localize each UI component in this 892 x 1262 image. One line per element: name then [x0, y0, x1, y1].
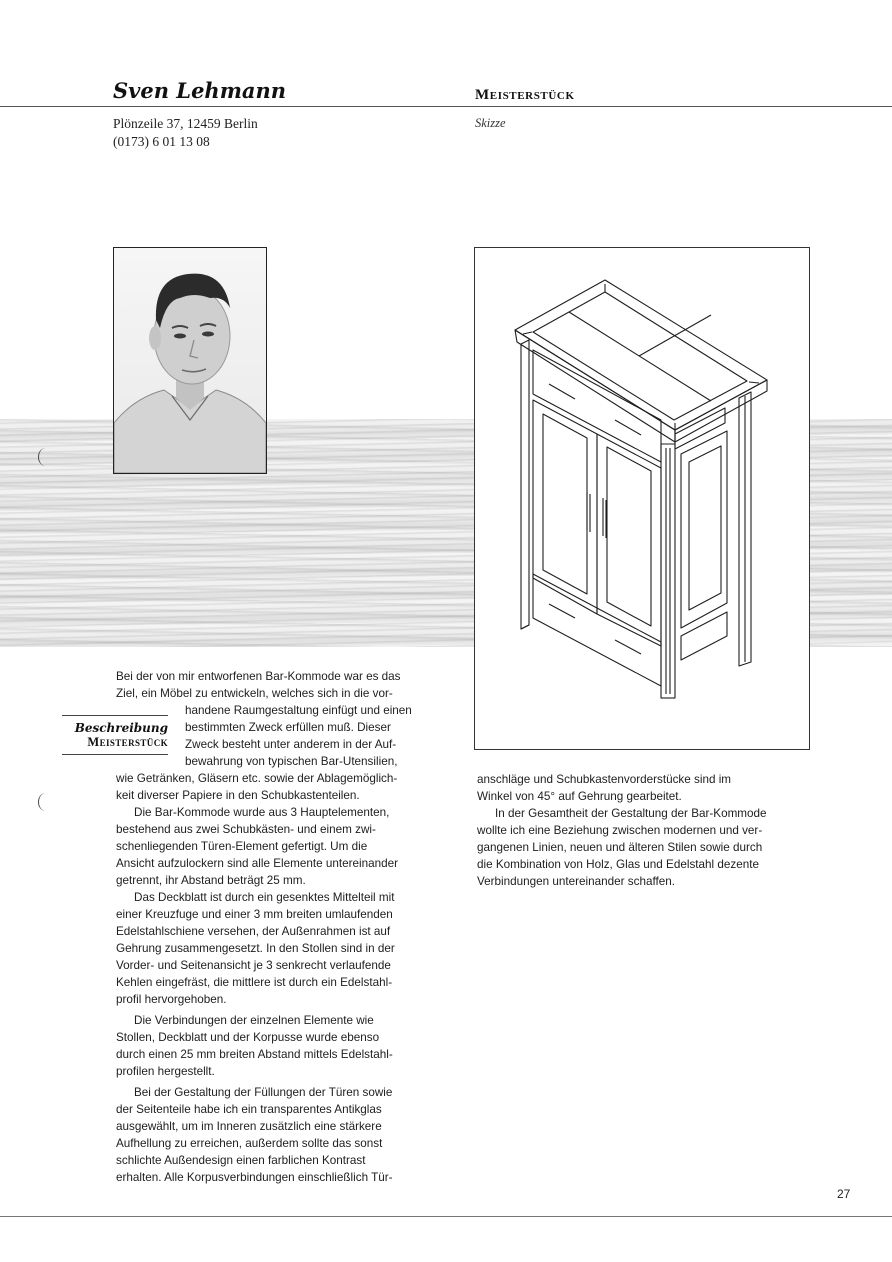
text-line: profilen hergestellt.	[116, 1065, 215, 1078]
page-number: 27	[837, 1187, 851, 1201]
description-label-line2: Meisterstück	[87, 735, 168, 749]
text-line: Vorder- und Seitenansicht je 3 senkrecht verlaufende	[116, 959, 391, 972]
text-line: bestimmten Zweck erfüllen muß. Dieser	[185, 721, 391, 734]
text-line: die Kombination von Holz, Glas und Edelstahl dezente	[477, 858, 759, 871]
section-title: Meisterstück	[475, 87, 575, 103]
text-line: keit diverser Papiere in den Schubkastenteilen.	[116, 789, 360, 802]
cabinet-sketch	[474, 247, 810, 750]
text-line: Ansicht aufzulockern sind alle Elemente untereinander	[116, 857, 398, 870]
text-line: bestehend aus zwei Schubkästen- und einem zwi-	[116, 823, 376, 836]
author-portrait	[113, 247, 267, 474]
binder-hole-lower	[38, 793, 53, 811]
text-line: Stollen, Deckblatt und der Korpusse wurde ebenso	[116, 1031, 380, 1044]
description-label	[62, 715, 168, 755]
footer-rule	[0, 1216, 892, 1217]
text-line: Edelstahlschiene versehen, der Außenrahmen ist auf	[116, 925, 391, 938]
text-line: Zweck besteht unter anderem in der Auf-	[185, 738, 397, 751]
text-line: Gehrung zusammengesetzt. In den Stollen sind in der	[116, 942, 395, 955]
text-line: Bei der von mir entworfenen Bar-Kommode war es das	[116, 670, 401, 683]
text-line: schlichte Außendesign einen farblichen Kontrast	[116, 1154, 366, 1167]
author-name: Sven Lehmann	[113, 78, 287, 103]
section-subtitle: Skizze	[475, 116, 506, 130]
text-line: profil hervorgehoben.	[116, 993, 227, 1006]
binder-hole-upper	[38, 448, 53, 466]
text-line: Verbindungen untereinander schaffen.	[477, 875, 675, 888]
text-line: schenliegenden Türen-Element gefertigt. Um die	[116, 840, 368, 853]
text-line: getrennt, ihr Abstand beträgt 25 mm.	[116, 874, 306, 887]
text-line: Die Bar-Kommode wurde aus 3 Hauptelementen,	[134, 806, 390, 819]
cabinet-drawing	[475, 248, 809, 749]
text-line: In der Gesamtheit der Gestaltung der Bar-Kommode	[495, 807, 767, 820]
description-label-line1: Beschreibung	[74, 721, 168, 735]
text-line: Kehlen eingefräst, die mittlere ist durch ein Edelstahl-	[116, 976, 393, 989]
text-line: bewahrung von typischen Bar-Utensilien,	[185, 755, 398, 768]
text-line: anschläge und Schubkastenvorderstücke sind im	[477, 773, 732, 786]
text-line: durch einen 25 mm breiten Abstand mittels Edelstahl-	[116, 1048, 393, 1061]
text-line: Aufhellung zu erreichen, außerdem sollte das sonst	[116, 1137, 383, 1150]
text-line: gangenen Linien, neuen und älteren Stilen sowie durch	[477, 841, 763, 854]
text-line: handene Raumgestaltung einfügt und einen	[185, 704, 412, 717]
text-line: einer Kreuzfuge und einer 3 mm breiten umlaufenden	[116, 908, 393, 921]
text-line: ausgewählt, um im Inneren zusätzlich eine stärkere	[116, 1120, 382, 1133]
address-street: Plönzeile 37, 12459 Berlin	[113, 116, 258, 131]
text-line: erhalten. Alle Korpusverbindungen einschließlich Tür-	[116, 1171, 393, 1184]
address-phone: (0173) 6 01 13 08	[113, 134, 210, 149]
portrait-illustration	[114, 248, 266, 473]
text-line: Ziel, ein Möbel zu entwickeln, welches sich in die vor-	[116, 687, 393, 700]
text-line: der Seitenteile habe ich ein transparentes Antikglas	[116, 1103, 382, 1116]
text-line: Bei der Gestaltung der Füllungen der Türen sowie	[134, 1086, 393, 1099]
header-rule	[0, 106, 892, 107]
author-address	[113, 115, 258, 151]
text-line: Die Verbindungen der einzelnen Elemente wie	[134, 1014, 374, 1027]
text-line: wollte ich eine Beziehung zwischen modernen und ver-	[477, 824, 763, 837]
text-line: wie Getränken, Gläsern etc. sowie der Ablagemöglich-	[116, 772, 398, 785]
text-line: Winkel von 45° auf Gehrung gearbeitet.	[477, 790, 682, 803]
text-line: Das Deckblatt ist durch ein gesenktes Mittelteil mit	[134, 891, 395, 904]
